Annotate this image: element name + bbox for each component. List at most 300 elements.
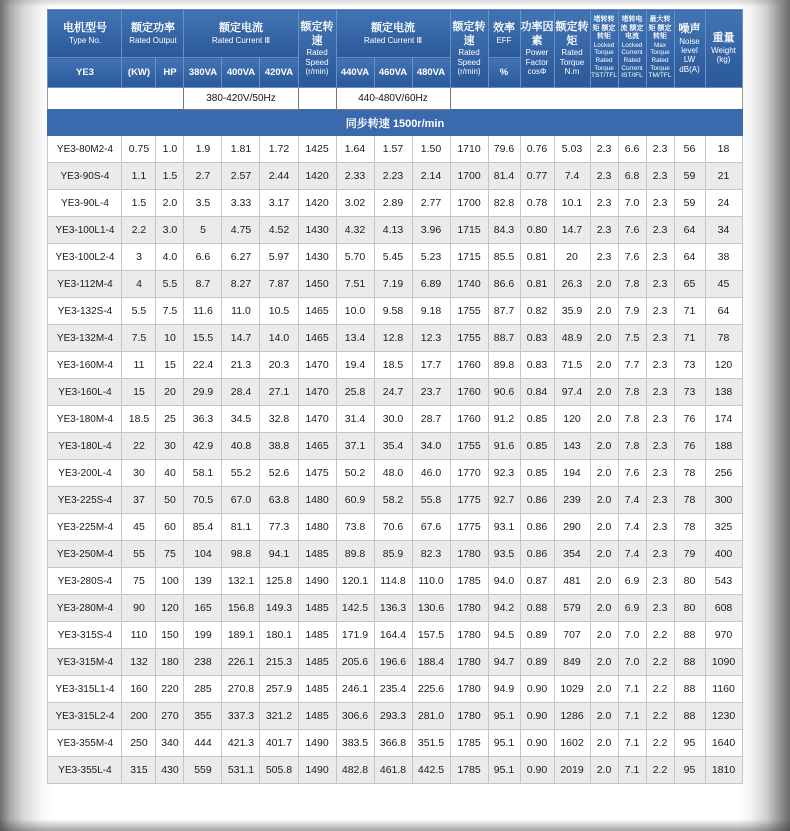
model-cell: YE3-180L-4 [48,433,122,460]
spec-cell: 11.0 [222,298,260,325]
spec-cell: 6.9 [618,568,646,595]
table-row [48,325,742,352]
table-row [48,406,742,433]
col-480va: 480VA [412,58,450,88]
col-header-rated-speed-50hz [298,10,336,88]
freq-row-spacer-mid2 [450,88,488,110]
spec-cell: 25.8 [336,379,374,406]
spec-cell: 1490 [298,757,336,784]
spec-cell: 1.5 [156,163,184,190]
spec-cell: 0.85 [520,433,554,460]
locked-current-label-zh: 堵转电流 额定电流 [620,16,644,41]
spec-cell: 2.3 [646,541,674,568]
spec-cell: 20 [554,244,590,271]
spec-cell: 2.0 [590,352,618,379]
table-row [48,541,742,568]
spec-cell: 85.5 [488,244,520,271]
spec-cell: 1430 [298,244,336,271]
spec-cell: 3.02 [336,190,374,217]
spec-cell: 2.3 [646,298,674,325]
col-header-locked-torque-ratio [590,10,618,88]
spec-cell: 81.4 [488,163,520,190]
spec-cell: 95.1 [488,757,520,784]
spec-cell: 160 [122,676,156,703]
voltage-60hz-label: 440-480V/60Hz [336,88,450,110]
spec-cell: 94.2 [488,595,520,622]
spec-cell: 95.1 [488,703,520,730]
spec-cell: 10 [156,325,184,352]
spec-cell: 55.2 [222,460,260,487]
spec-cell: 7.8 [618,406,646,433]
spec-cell: 18.5 [122,406,156,433]
spec-cell: 1465 [298,433,336,460]
locked-torque-symbol: TST/TFL [591,72,618,80]
col-header-rated-output [122,10,184,58]
col-header-noise [674,10,705,88]
spec-cell: 849 [554,649,590,676]
spec-cell: 64 [674,217,705,244]
spec-cell: 2.0 [590,757,618,784]
spec-cell: 67.0 [222,487,260,514]
spec-cell: 2.0 [590,514,618,541]
spec-cell: 0.88 [520,595,554,622]
spec-cell: 200 [122,703,156,730]
model-cell: YE3-100L2-4 [48,244,122,271]
col-header-weight [705,10,742,88]
spec-cell: 7.0 [618,649,646,676]
spec-cell: 306.6 [336,703,374,730]
spec-cell: 86.6 [488,271,520,298]
spec-cell: 95 [674,730,705,757]
max-torque-label-en: Max Torque Rated Torque [650,41,670,72]
model-cell: YE3-315M-4 [48,649,122,676]
spec-cell: 17.7 [412,352,450,379]
spec-cell: 1420 [298,163,336,190]
spec-cell: 15 [122,379,156,406]
spec-cell: 89.8 [336,541,374,568]
spec-cell: 78 [674,487,705,514]
weight-label-zh: 重量 [712,32,735,45]
noise-label-en: Noise level [679,37,700,56]
spec-cell: 7.6 [618,460,646,487]
table-header [48,10,742,88]
spec-cell: 0.86 [520,514,554,541]
spec-cell: 205.6 [336,649,374,676]
spec-cell: 63.8 [260,487,298,514]
spec-cell: 0.90 [520,703,554,730]
spec-cell: 5.97 [260,244,298,271]
spec-cell: 351.5 [412,730,450,757]
spec-cell: 174 [705,406,742,433]
spec-cell: 1490 [298,568,336,595]
spec-cell: 19.4 [336,352,374,379]
spec-cell: 1785 [450,730,488,757]
spec-cell: 0.85 [520,460,554,487]
model-cell: YE3-80M2-4 [48,136,122,163]
spec-cell: 1.57 [374,136,412,163]
table-row [48,703,742,730]
spec-cell: 1700 [450,190,488,217]
spec-cell: 0.85 [520,406,554,433]
spec-cell: 1475 [298,460,336,487]
spec-cell: 2.0 [156,190,184,217]
spec-cell: 76 [674,406,705,433]
sync-speed-label: 同步转速 1500r/min [48,110,742,136]
eff-label-en: EFF [496,35,512,45]
spec-cell: 1780 [450,649,488,676]
header-row-main [48,10,742,58]
spec-cell: 34 [705,217,742,244]
spec-cell: 120 [554,406,590,433]
spec-cell: 1810 [705,757,742,784]
spec-cell: 5.45 [374,244,412,271]
spec-cell: 21 [705,163,742,190]
spec-cell: 130.6 [412,595,450,622]
spec-cell: 21.3 [222,352,260,379]
spec-cell: 2.0 [590,541,618,568]
spec-cell: 2.3 [646,136,674,163]
spec-cell: 0.83 [520,352,554,379]
freq-row-spacer-right [488,88,742,110]
spec-cell: 92.3 [488,460,520,487]
spec-cell: 7.7 [618,352,646,379]
weight-unit: (kg) [716,55,731,65]
spec-cell: 42.9 [184,433,222,460]
spec-cell: 7.1 [618,757,646,784]
spec-cell: 0.75 [122,136,156,163]
spec-cell: 11 [122,352,156,379]
spec-cell: 1230 [705,703,742,730]
spec-cell: 157.5 [412,622,450,649]
model-cell: YE3-355M-4 [48,730,122,757]
spec-cell: 0.89 [520,622,554,649]
current50-label-en: Rated Current Ⅲ [212,35,270,45]
spec-cell: 315 [122,757,156,784]
spec-cell: 1485 [298,541,336,568]
spec-cell: 1.1 [122,163,156,190]
spec-cell: 1485 [298,649,336,676]
spec-cell: 94.5 [488,622,520,649]
spec-cell: 14.7 [554,217,590,244]
spec-cell: 3.17 [260,190,298,217]
spec-cell: 1602 [554,730,590,757]
spec-cell: 2.3 [646,568,674,595]
frequency-row [48,88,742,110]
spec-cell: 180.1 [260,622,298,649]
spec-cell: 1420 [298,190,336,217]
spec-cell: 14.0 [260,325,298,352]
spec-cell: 2.3 [646,595,674,622]
model-cell: YE3-180M-4 [48,406,122,433]
spec-cell: 559 [184,757,222,784]
spec-cell: 28.4 [222,379,260,406]
spec-cell: 2.7 [184,163,222,190]
spec-cell: 3.96 [412,217,450,244]
spec-cell: 6.6 [184,244,222,271]
model-cell: YE3-90S-4 [48,163,122,190]
table-row [48,136,742,163]
locked-torque-label-en: Locked Torque Rated Torque [593,41,615,72]
spec-cell: 165 [184,595,222,622]
table-row [48,622,742,649]
max-torque-symbol: TM/TFL [648,72,672,80]
spec-cell: 2.3 [646,217,674,244]
spec-cell: 9.58 [374,298,412,325]
spec-cell: 239 [554,487,590,514]
spec-cell: 481 [554,568,590,595]
spec-cell: 75 [156,541,184,568]
spec-cell: 401.7 [260,730,298,757]
table-row [48,163,742,190]
spec-cell: 30 [122,460,156,487]
spec-cell: 7.5 [618,325,646,352]
spec-cell: 579 [554,595,590,622]
spec-cell: 2.23 [374,163,412,190]
spec-cell: 60.9 [336,487,374,514]
spec-cell: 4.0 [156,244,184,271]
spec-cell: 1485 [298,622,336,649]
spec-cell: 120 [156,595,184,622]
spec-cell: 18.5 [374,352,412,379]
spec-cell: 7.5 [156,298,184,325]
spec-cell: 65 [674,271,705,298]
spec-cell: 0.89 [520,649,554,676]
col-header-model [48,10,122,58]
spec-cell: 88 [674,676,705,703]
spec-cell: 293.3 [374,703,412,730]
spec-cell: 36.3 [184,406,222,433]
spec-cell: 2.0 [590,487,618,514]
spec-cell: 6.8 [618,163,646,190]
spec-cell: 7.51 [336,271,374,298]
table-row [48,298,742,325]
spec-cell: 7.1 [618,730,646,757]
spec-cell: 12.8 [374,325,412,352]
spec-cell: 2.2 [646,703,674,730]
spec-cell: 1775 [450,487,488,514]
spec-cell: 34.0 [412,433,450,460]
model-label-en: Type No. [68,35,101,45]
spec-cell: 1780 [450,595,488,622]
speed60-label-zh: 额定转速 [452,20,486,47]
spec-cell: 22 [122,433,156,460]
spec-cell: 125.8 [260,568,298,595]
spec-cell: 45 [122,514,156,541]
spec-cell: 0.90 [520,676,554,703]
spec-cell: 67.6 [412,514,450,541]
spec-cell: 2.0 [590,271,618,298]
table-row [48,487,742,514]
spec-cell: 7.19 [374,271,412,298]
spec-cell: 58.1 [184,460,222,487]
spec-cell: 2.2 [122,217,156,244]
spec-cell: 58.2 [374,487,412,514]
spec-cell: 256 [705,460,742,487]
spec-cell: 2.3 [646,406,674,433]
spec-cell: 143 [554,433,590,460]
spec-cell: 366.8 [374,730,412,757]
spec-cell: 20 [156,379,184,406]
spec-cell: 9.18 [412,298,450,325]
col-header-rated-speed-60hz [450,10,488,88]
spec-cell: 2.3 [646,190,674,217]
weight-label-en: Weight [711,46,736,56]
spec-cell: 257.9 [260,676,298,703]
spec-cell: 88 [674,703,705,730]
spec-cell: 325 [705,514,742,541]
spec-cell: 91.2 [488,406,520,433]
spec-cell: 383.5 [336,730,374,757]
spec-cell: 94.7 [488,649,520,676]
spec-cell: 27.1 [260,379,298,406]
spec-cell: 2.3 [590,190,618,217]
spec-cell: 24.7 [374,379,412,406]
spec-cell: 0.87 [520,568,554,595]
col-header-rated-torque [554,10,590,88]
spec-cell: 79.6 [488,136,520,163]
spec-cell: 2.0 [590,649,618,676]
eff-unit: % [488,58,520,88]
spec-cell: 2.3 [646,244,674,271]
spec-cell: 2.57 [222,163,260,190]
col-header-rated-current-60hz [336,10,450,58]
eff-label-zh: 效率 [493,22,516,35]
model-cell: YE3-132S-4 [48,298,122,325]
table-row [48,568,742,595]
spec-cell: 444 [184,730,222,757]
col-header-power-factor [520,10,554,88]
spec-cell: 37 [122,487,156,514]
spec-cell: 40 [156,460,184,487]
spec-cell: 1090 [705,649,742,676]
model-cell: YE3-112M-4 [48,271,122,298]
spec-cell: 104 [184,541,222,568]
spec-cell: 110.0 [412,568,450,595]
spec-cell: 2.3 [646,487,674,514]
spec-cell: 156.8 [222,595,260,622]
spec-cell: 531.1 [222,757,260,784]
spec-cell: 136.3 [374,595,412,622]
spec-cell: 73 [674,352,705,379]
model-cell: YE3-90L-4 [48,190,122,217]
spec-cell: 707 [554,622,590,649]
spec-cell: 1286 [554,703,590,730]
spec-cell: 0.80 [520,217,554,244]
spec-cell: 1480 [298,487,336,514]
spec-cell: 75 [122,568,156,595]
spec-cell: 50 [156,487,184,514]
spec-cell: 132 [122,649,156,676]
spec-cell: 24 [705,190,742,217]
spec-cell: 300 [705,487,742,514]
table-row [48,514,742,541]
spec-cell: 194 [554,460,590,487]
spec-cell: 37.1 [336,433,374,460]
spec-cell: 2.0 [590,433,618,460]
spec-cell: 1485 [298,595,336,622]
spec-cell: 149.3 [260,595,298,622]
spec-cell: 2.3 [646,271,674,298]
spec-cell: 400 [705,541,742,568]
spec-cell: 250 [122,730,156,757]
spec-cell: 26.3 [554,271,590,298]
spec-cell: 7.4 [618,541,646,568]
spec-cell: 84.3 [488,217,520,244]
spec-cell: 7.8 [618,379,646,406]
spec-cell: 55 [122,541,156,568]
spec-cell: 505.8 [260,757,298,784]
spec-cell: 59 [674,163,705,190]
spec-cell: 1.5 [122,190,156,217]
current60-label-en: Rated Current Ⅲ [364,35,422,45]
spec-cell: 4 [122,271,156,298]
spec-cell: 1.9 [184,136,222,163]
output-label-zh: 额定功率 [130,22,175,35]
spec-cell: 3 [122,244,156,271]
spec-cell: 7.87 [260,271,298,298]
sync-speed-band [48,110,742,136]
spec-cell: 7.6 [618,217,646,244]
table-row [48,460,742,487]
spec-cell: 246.1 [336,676,374,703]
col-header-rated-current-50hz [184,10,298,58]
spec-cell: 2.0 [590,730,618,757]
spec-cell: 7.1 [618,676,646,703]
model-cell: YE3-225S-4 [48,487,122,514]
spec-cell: 6.6 [618,136,646,163]
spec-cell: 2.3 [590,136,618,163]
spec-cell: 56 [674,136,705,163]
spec-cell: 4.52 [260,217,298,244]
spec-cell: 270.8 [222,676,260,703]
spec-cell: 100 [156,568,184,595]
spec-cell: 7.4 [554,163,590,190]
torque-label-zh: 额定转矩 [555,20,589,47]
spec-cell: 55.8 [412,487,450,514]
spec-cell: 114.8 [374,568,412,595]
col-440va: 440VA [336,58,374,88]
spec-cell: 139 [184,568,222,595]
spec-cell: 34.5 [222,406,260,433]
spec-cell: 91.6 [488,433,520,460]
spec-cell: 98.8 [222,541,260,568]
freq-row-spacer-mid [298,88,336,110]
spec-cell: 142.5 [336,595,374,622]
spec-cell: 2.0 [590,460,618,487]
spec-cell: 7.1 [618,703,646,730]
spec-cell: 0.81 [520,271,554,298]
spec-cell: 0.76 [520,136,554,163]
voltage-50hz-label: 380-420V/50Hz [184,88,298,110]
model-cell: YE3-315L2-4 [48,703,122,730]
spec-cell: 1640 [705,730,742,757]
model-cell: YE3-315L1-4 [48,676,122,703]
table-body [48,136,742,784]
spec-cell: 2.3 [590,163,618,190]
spec-cell: 2.2 [646,676,674,703]
spec-cell: 29.9 [184,379,222,406]
spec-cell: 12.3 [412,325,450,352]
spec-cell: 89.8 [488,352,520,379]
spec-cell: 354 [554,541,590,568]
spec-cell: 88 [674,622,705,649]
spec-cell: 7.8 [618,433,646,460]
spec-cell: 150 [156,622,184,649]
spec-cell: 97.4 [554,379,590,406]
spec-cell: 1.0 [156,136,184,163]
torque-label-en: Rated Torque [559,48,585,67]
spec-cell: 355 [184,703,222,730]
